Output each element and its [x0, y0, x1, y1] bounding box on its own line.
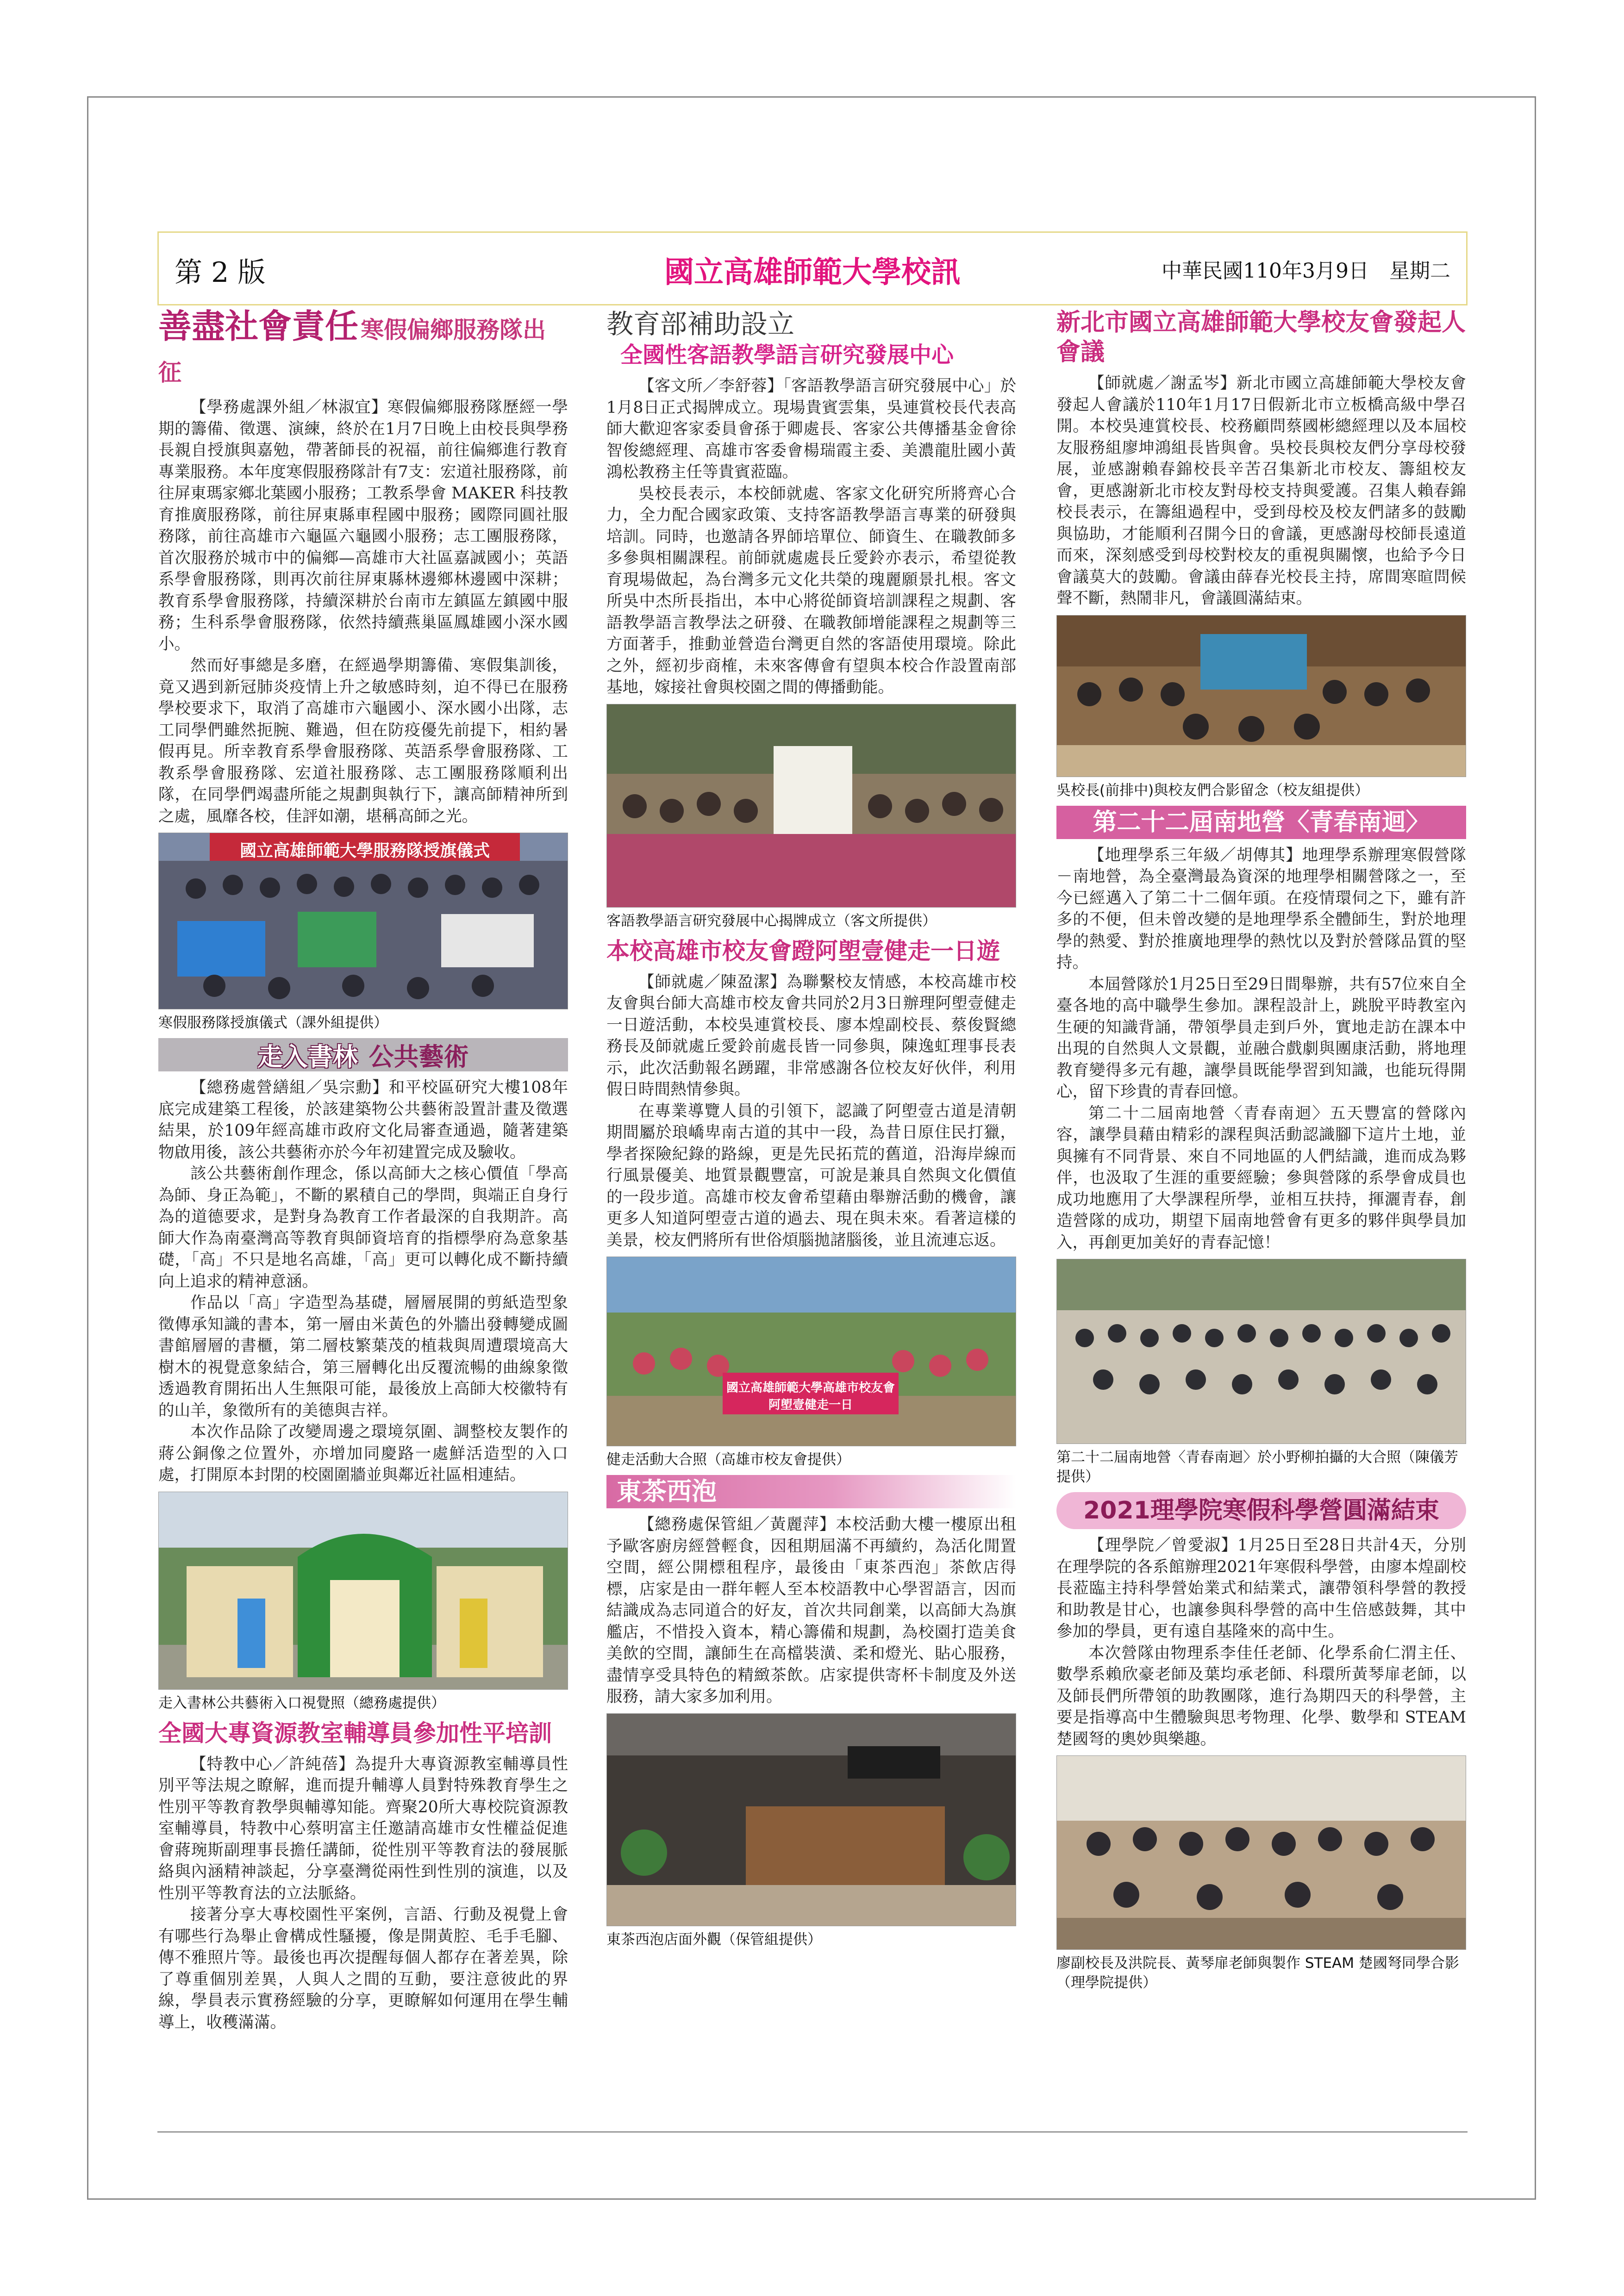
photo-image [607, 1257, 1016, 1446]
paragraph: 第二十二屆南地營〈青春南迴〉五天豐富的營隊內容，讓學員藉由精彩的課程與活動認識腳下這片土地，並與擁有不同背景、來自不同地區的人們結識，進而成為夥伴，也汲取了生涯的重要經驗；參與營隊的系學會成員也成功地應用了大學課程所學，並相互扶持，揮灑青春，創造營隊的成功，期望下屆南地營會有更多的夥伴與學員加入，再創更加美好的青春記憶！ [1056, 1104, 1466, 1252]
paragraph: 【師就處／謝孟岑】新北市國立高雄師範大學校友會發起人會議於110年1月17日假新北市立板橋高級中學召開。本校吳連賞校長、校務顧問蔡國彬總經理以及本屆校友服務組廖坤鴻組長皆與會。吳校長與校友們分享母校發展，並感謝賴春錦校長辛苦召集新北市校友、籌組校友會，更感謝新北市校友對母校支持與愛護。召集人賴春錦校長表示，在籌組過程中，受到母校及校友們諸多的鼓勵與協助，才能順利召開今日的會議，更感謝母校師長遠道而來，深刻感受到母校對校友的重視與關懷，也給予今日會議莫大的鼓勵。會議由薛春光校長主持，席間寒暄問候聲不斷，熱鬧非凡，會議圓滿結束。 [1056, 374, 1466, 608]
photo-caption: 健走活動大合照（高雄市校友會提供） [606, 1451, 850, 1468]
issue-date: 中華民國110年3月9日 星期二 [1162, 259, 1450, 283]
paragraph: 在專業導覽人員的引領下，認識了阿塱壹古道是清朝期間屬於琅嶠卑南古道的其中一段，為昔日原住民打獵，學者探險紀錄的路線，更是先民拓荒的舊道，沿海岸線而行風景優美、地質景觀豐富，可說是兼具自然與文化價值的一段步道。高雄市校友會希望藉由舉辦活動的機會，讓更多人知道阿塱壹古道的過去、現在與未來。看著這樣的美景，校友們將所有世俗煩腦拋諸腦後，並且流連忘返。 [606, 1101, 1016, 1250]
photo-flag-ceremony [158, 833, 568, 1009]
photo-alumni-meeting [1056, 615, 1466, 777]
photo-image [1057, 1259, 1466, 1444]
photo-banner-text: 國立高雄師範大學高雄市校友會 阿塱壹健走一日 [726, 1381, 895, 1412]
article-title: 全國大專資源教室輔導員參加性平培訓 [158, 1719, 552, 1747]
article-title: 全國性客語教學語言研究發展中心 [620, 342, 954, 368]
paragraph: 吳校長表示，本校師就處、客家文化研究所將齊心合力，全力配合國家政策、支持客語教學語言專業的研發與培訓。同時，也邀請各界師培單位、師資生、在職教師多多參與相關課程。前師就處處長丘愛鈴亦表示，希望從教育現場做起，為台灣多元文化共榮的瑰麗願景扎根。客文所吳中杰所長指出，本中心將從師資培訓課程之規劃、客語教學語言教學法之研發、在職教師增能課程之規劃等三方面著手，推動並營造台灣更自然的客語使用環境。除此之外，經初步商榷，未來客傳會有望與本校合作設置南部基地，嫁接社會與校園之間的傳播動能。 [606, 484, 1016, 697]
paragraph: 【客文所／李舒蓉】「客語教學語言研究發展中心」於1月8日正式揭牌成立。現場貴賓雲集，吳連賞校長代表高師大歡迎客家委員會孫于卿處長、客家公共傳播基金會徐智俊總經理、高雄市客委會楊瑞霞主委、美濃龍肚國小黃鴻松教務主任等貴賓蒞臨。 [606, 377, 1016, 481]
article-body [158, 1077, 568, 1486]
title-small: 寒假偏鄉服務隊出征 [158, 317, 546, 386]
photo-public-art [158, 1492, 568, 1690]
article-body [1056, 1535, 1466, 1750]
section-bar-label-b: 公共藝術 [369, 1042, 469, 1071]
article-title [158, 308, 568, 397]
article-body [606, 971, 1016, 1251]
paragraph: 【地理學系三年級／胡傳其】地理學系辦理寒假營隊－南地營，為全臺灣最為資深的地理學相關營隊之一，至今已經邁入了第二十二個年頭。在疫情環伺之下，雖有許多的不便，但未曾改變的是地理學系全體師生，對於地理學的熱愛、對於推廣地理學的熱忱以及對於營隊品質的堅持。 [1056, 846, 1466, 972]
edition-label: 第 2 版 [175, 256, 266, 289]
paragraph: 【師就處／陳盈潔】為聯繫校友情感，本校高雄市校友會與台師大高雄市校友會共同於2月3日辦理阿塱壹健走一日遊活動，本校吳連賞校長、廖本煌副校長、蔡俊賢總務長及師就處丘愛鈴前處長皆一同參與，陳逸虹理事長表示，此次活動報名踴躍，非常感謝各位校友好伙伴，利用假日時間熱情參與。 [606, 972, 1016, 1099]
paragraph: 【總務處營繕組／吳宗勳】和平校區研究大樓108年底完成建築工程後，於該建築物公共藝術設置計畫及徵選結果，於109年經高雄市政府文化局審查通過，隨著建築物啟用後，該公共藝術亦於今年初建置完成及驗收。 [158, 1078, 568, 1162]
article-body [158, 1754, 568, 2034]
paragraph: 【學務處課外組／林淑宜】寒假偏鄉服務隊歷經一學期的籌備、徵選、演練，終於在1月7日晚上由校長與學務長親自授旗與嘉勉，帶著師長的祝福，前往偏鄉進行教育專業服務。本年度寒假服務隊計有7支：宏道社服務隊，前往屏東瑪家鄉北葉國小服務；工教系學會 MAKER 科技教育推廣服務隊，前往屏東縣車程國中服務；國際同圓社服務隊，前往高雄市六龜區六龜國小服務；志工團服務隊，首次服務於城市中的偏鄉—高雄市大社區嘉誠國小；英語系學會服務隊，則再次前往屏東縣林邊鄉林邊國中深耕；教育系學會服務隊，持續深耕於台南市左鎮區左鎮國中服務；生科系學會服務隊，依然持續燕巢區鳳雄國小深水國小。 [158, 398, 568, 653]
title-big: 善盡社會責任 [158, 307, 359, 346]
photo-image [607, 1714, 1016, 1926]
photo-image [607, 704, 1016, 908]
article-body [1056, 845, 1466, 1254]
photo-hiking [606, 1257, 1016, 1446]
photo-caption: 第二十二屆南地營〈青春南迴〉於小野柳拍攝的大合照（陳儀芳提供） [1056, 1449, 1458, 1485]
masthead [157, 231, 1468, 305]
paragraph: 【理學院／曾愛淑】1月25日至28日共計4天，分別在理學院的各系館辦理2021年寒假科學營，由廖本煌副校長蒞臨主持科學營始業式和結業式，讓帶領科學營的教授和助教是甘心，也讓參與科學營的高中生倍感鼓舞，其中參加的學員，更有遠自基隆來的高中生。 [1056, 1536, 1466, 1641]
photo-banner-text: 國立高雄師範大學服務隊授旗儀式 [239, 841, 490, 860]
photo-image [1057, 616, 1466, 777]
paper-name: 國立高雄師範大學校訊 [664, 255, 961, 290]
photo-geo-camp [1056, 1259, 1466, 1444]
photo-caption: 廖副校長及洪院長、黃琴扉老師與製作 STEAM 楚國弩同學合影（理學院提供） [1056, 1955, 1459, 1991]
photo-caption: 客語教學語言研究發展中心揭牌成立（客文所提供） [606, 912, 937, 929]
section-bar [158, 1038, 568, 1071]
column-left [158, 308, 568, 2033]
section-bar-label-a: 走入書林 [257, 1042, 358, 1071]
photo-caption: 東茶西泡店面外觀（保管組提供） [606, 1931, 822, 1948]
photo-caption: 吳校長(前排中)與校友們合影留念（校友組提供） [1056, 782, 1369, 799]
article-title: 本校高雄市校友會蹬阿塱壹健走一日遊 [606, 937, 1000, 964]
footer-rule [157, 2131, 1468, 2133]
photo-caption: 寒假服務隊授旗儀式（課外組提供） [158, 1014, 388, 1031]
column-middle [606, 308, 1016, 1949]
photo-tea-shop [606, 1713, 1016, 1926]
section-bar: 東茶西泡 [606, 1475, 1016, 1508]
paragraph: 本屆營隊於1月25日至29日間舉辦，共有57位來自全臺各地的高中職學生參加。課程設計上，跳脫平時教室內生硬的知識背誦，帶領學員走到戶外，實地走訪在課本中出現的自然與人文景觀，並融合戲劇與團康活動，將地理教育變得多元有趣，讓學員既能學習到知識，也能玩得開心，留下珍貴的青春回憶。 [1056, 975, 1466, 1101]
paragraph: 然而好事總是多磨，在經過學期籌備、寒假集訓後，竟又遇到新冠肺炎疫情上升之敏感時刻，迫不得已在服務學校要求下，取消了高雄市六龜國小、深水國小出隊，志工同學們雖然扼腕、難過，但在防疫優先前提下，相約暑假再見。所幸教育系學會服務隊、英語系學會服務隊、工教系學會服務隊、宏道社服務隊、志工團服務隊順利出隊，在同學們竭盡所能之規劃與執行下，讓高師精神所到之處，風靡各校，佳評如潮，堪稱高師之光。 [158, 656, 568, 826]
photo-hakka-center [606, 704, 1016, 908]
article-kicker: 教育部補助設立 [606, 308, 795, 340]
section-pill: 2021理學院寒假科學營圓滿結束 [1056, 1492, 1466, 1529]
article-body [1056, 373, 1466, 610]
article-body [606, 1514, 1016, 1708]
article-title: 新北市國立高雄師範大學校友會發起人會議 [1056, 309, 1466, 366]
article-body [158, 397, 568, 827]
paragraph: 該公共藝術創作理念，係以高師大之核心價值「學高為師、身正為範」，不斷的累積自己的學問，與端正自身行為的道德要求，是對身為教育工作者最深的自我期許。高師大作為南臺灣高等教育與師資培育的指標學府為意象基礎，「高」不只是地名高雄，「高」更可以轉化成不斷持續向上追求的精神意涵。 [158, 1164, 568, 1291]
photo-image [1057, 1756, 1466, 1950]
paragraph: 【特教中心／許純蓓】為提升大專資源教室輔導員性別平等法規之瞭解，進而提升輔導人員對特殊教育學生之性別平等教育教學與輔導知能。齊聚20所大專校院資源教室輔導員，特教中心蔡明富主任邀請高雄市女性權益促進會蔣琬斯副理事長擔任講師，從性別平等教育法的發展脈絡與內涵精神談起，分享臺灣從兩性到性別的演進，以及性別平等教育法的立法脈絡。 [158, 1755, 568, 1903]
paragraph: 本次作品除了改變周邊之環境氛圍、調整校友製作的蔣公銅像之位置外，亦增加同慶路一處鮮活造型的入口處，打開原本封閉的校園圍牆並與鄰近社區相連結。 [158, 1423, 568, 1484]
section-banner: 第二十二屆南地營〈青春南迴〉 [1056, 806, 1466, 839]
photo-image [159, 1492, 568, 1690]
paragraph: 本次營隊由物理系李佳任老師、化學系俞仁渭主任、數學系賴欣豪老師及葉均承老師、科環所黃琴扉老師，以及師長們所帶領的助教團隊，進行為期四天的科學營，主要是指導高中生體驗與思考物理、化學、數學和 STEAM 楚國弩的奧妙與樂趣。 [1056, 1643, 1466, 1748]
photo-science-camp [1056, 1755, 1466, 1950]
paragraph: 【總務處保管組／黃麗萍】本校活動大樓一樓原出租予歐客廚房經營輕食，因租期屆滿不再續約，為活化閒置空間，經公開標租程序，最後由「東茶西泡」茶飲店得標，店家是由一群年輕人至本校語教中心學習語言，因而結識成為志同道合的好友，首次共同創業，以高師大為旗艦店，不惜投入資本，精心籌備和規劃，為校園打造美食美飲的空間，讓師生在高檔裝潢、柔和燈光、貼心服務，盡情享受具特色的精緻茶飲。店家提供寄杯卡制度及外送服務，請大家多加利用。 [606, 1515, 1016, 1706]
paragraph: 接著分享大專校園性平案例，言語、行動及視覺上會有哪些行為舉止會構成性騷擾，像是開黃腔、毛手毛腳、傳不雅照片等。最後也再次提醒每個人都存在著差異，除了尊重個別差異，人與人之間的互動，要注意彼此的界線，學員表示實務經驗的分享，更瞭解如何運用在學生輔導上，收穫滿滿。 [158, 1905, 568, 2032]
article-body [606, 375, 1016, 698]
paragraph: 作品以「高」字造型為基礎，層層展開的剪紙造型象徵傳承知識的書本，第一層由米黃色的外牆出發轉變成圖書館層層的書櫃，第二層枝繁葉茂的植栽與周遭環境高大樹木的視覺意象結合，第三層轉化出反覆流暢的曲線象徵透過教育開拓出人生無限可能，最後放上高師大校徽特有的山羊，象徵所有的美德與吉祥。 [158, 1294, 568, 1420]
column-right [1056, 308, 1466, 1992]
photo-caption: 走入書林公共藝術入口視覺照（總務處提供） [158, 1694, 445, 1711]
